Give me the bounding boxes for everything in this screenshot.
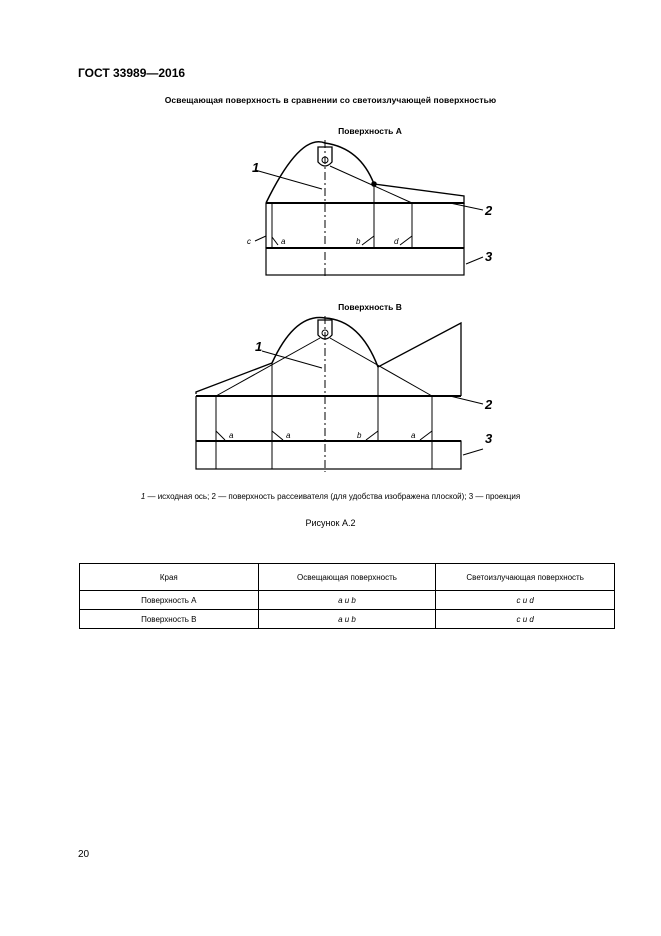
- page-number: 20: [78, 849, 90, 860]
- panel-b-edge-4: a: [411, 431, 416, 440]
- table-cell: Поверхность А: [80, 591, 259, 610]
- panel-a-edge-b: b: [356, 237, 361, 246]
- figure-title: Освещающая поверхность в сравнении со светоизлучающей поверхностью: [164, 95, 497, 105]
- panel-b-edge-2: a: [286, 431, 291, 440]
- panel-b-label: Поверхность В: [338, 302, 402, 312]
- panel-b-callout-2: 2: [485, 397, 493, 412]
- document-header: ГОСТ 33989—2016: [78, 66, 186, 80]
- panel-b-edge-1: a: [229, 431, 234, 440]
- table-header-row: [80, 564, 615, 591]
- table-row: [80, 591, 615, 610]
- panel-b-callout-3: 3: [485, 431, 493, 446]
- table-cell: a и b: [258, 591, 436, 610]
- panel-a-edge-a: a: [281, 237, 286, 246]
- legend-text: — исходная ось; 2 — поверхность рассеивателя (для удобства изображена плоской); 3 — проекция: [145, 492, 521, 501]
- table-cell: Поверхность В: [80, 610, 259, 629]
- table-row: [80, 610, 615, 629]
- edges-table: [79, 563, 615, 629]
- figure-legend: [0, 492, 661, 501]
- table-header-cell: Светоизлучающая поверхность: [436, 564, 615, 591]
- panel-b-edge-3: b: [357, 431, 362, 440]
- figure-caption: Рисунок А.2: [305, 518, 356, 528]
- panel-a-callout-2: 2: [485, 203, 493, 218]
- panel-a-edge-c: c: [247, 237, 251, 246]
- panel-b: [196, 302, 493, 472]
- panel-a-edge-d: d: [394, 237, 399, 246]
- table-cell: c и d: [436, 591, 615, 610]
- panel-a-callout-3: 3: [485, 249, 493, 264]
- table-header-cell: Освещающая поверхность: [258, 564, 436, 591]
- panel-b-callout-1: 1: [255, 339, 263, 354]
- table-cell: a и b: [258, 610, 436, 629]
- table-header-cell: Края: [80, 564, 259, 591]
- panel-a-callout-1: 1: [252, 160, 260, 175]
- panel-a: [247, 126, 493, 278]
- panel-a-label: Поверхность А: [338, 126, 402, 136]
- legend-number-1: 1: [140, 492, 146, 501]
- table-cell: c и d: [436, 610, 615, 629]
